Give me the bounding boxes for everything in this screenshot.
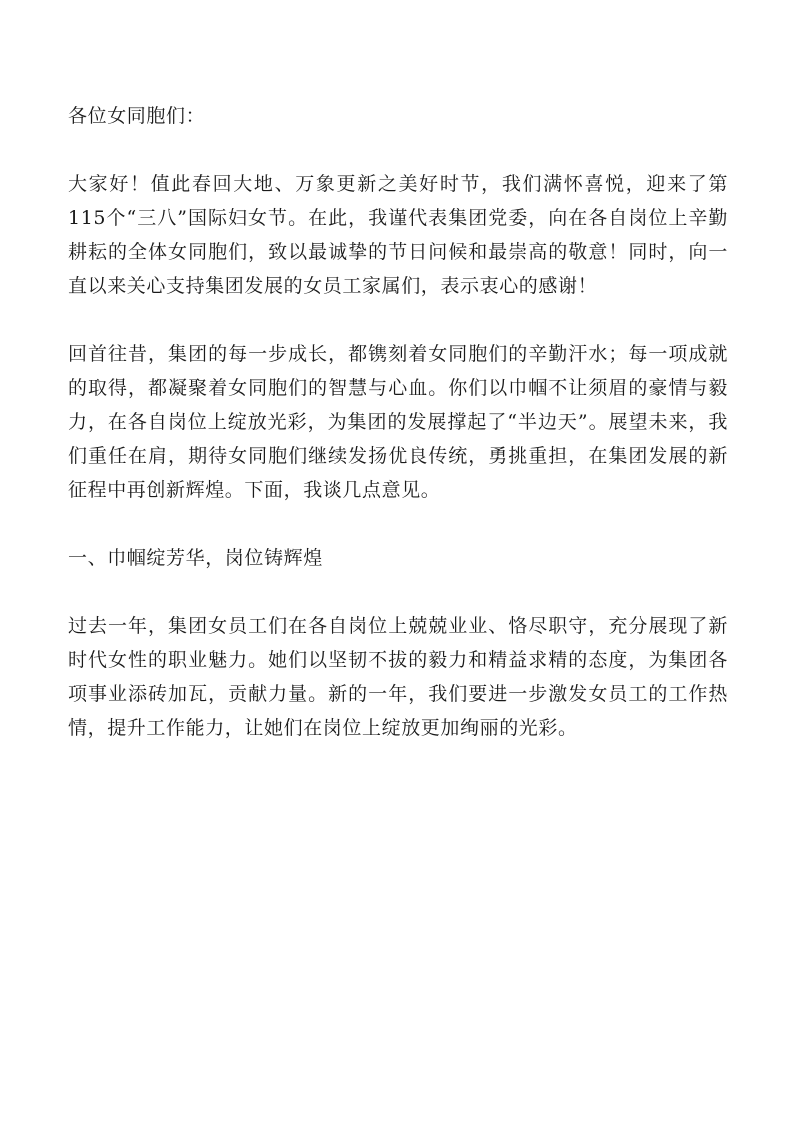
paragraph-greeting: 大家好！值此春回大地、万象更新之美好时节，我们满怀喜悦，迎来了第115个“三八”国际妇女节。在此，我谨代表集团党委，向在各自岗位上辛勤耕耘的全体女同胞们，致以最诚挚的节日问候和最崇高的敬意！同时，向一直以来关心支持集团发展的女员工家属们，表示衷心的感谢！ (68, 173, 728, 297)
section-paragraph: 过去一年，集团女员工们在各自岗位上兢兢业业、恪尽职守，充分展现了新时代女性的职业魅力。她们以坚韧不拔的毅力和精益求精的态度，为集团各项事业添砖加瓦，贡献力量。新的一年，我们要进一步激发女员工的工作热情，提升工作能力，让她们在岗位上绽放更加绚丽的光彩。 (68, 615, 728, 739)
paragraph-review: 回首往昔，集团的每一步成长，都镌刻着女同胞们的辛勤汗水；每一项成就的取得，都凝聚着女同胞们的智慧与心血。你们以巾帼不让须眉的豪情与毅力，在各自岗位上绽放光彩，为集团的发展撑起了“半边天”。展望未来，我们重任在肩，期待女同胞们继续发扬优良传统，勇挑重担，在集团发展的新征程中再创新辉煌。下面，我谈几点意见。 (68, 343, 728, 501)
section-heading: 一、巾帼绽芳华，岗位铸辉煌 (68, 547, 323, 569)
salutation: 各位女同胞们： (68, 105, 206, 127)
document-page (68, 99, 728, 779)
